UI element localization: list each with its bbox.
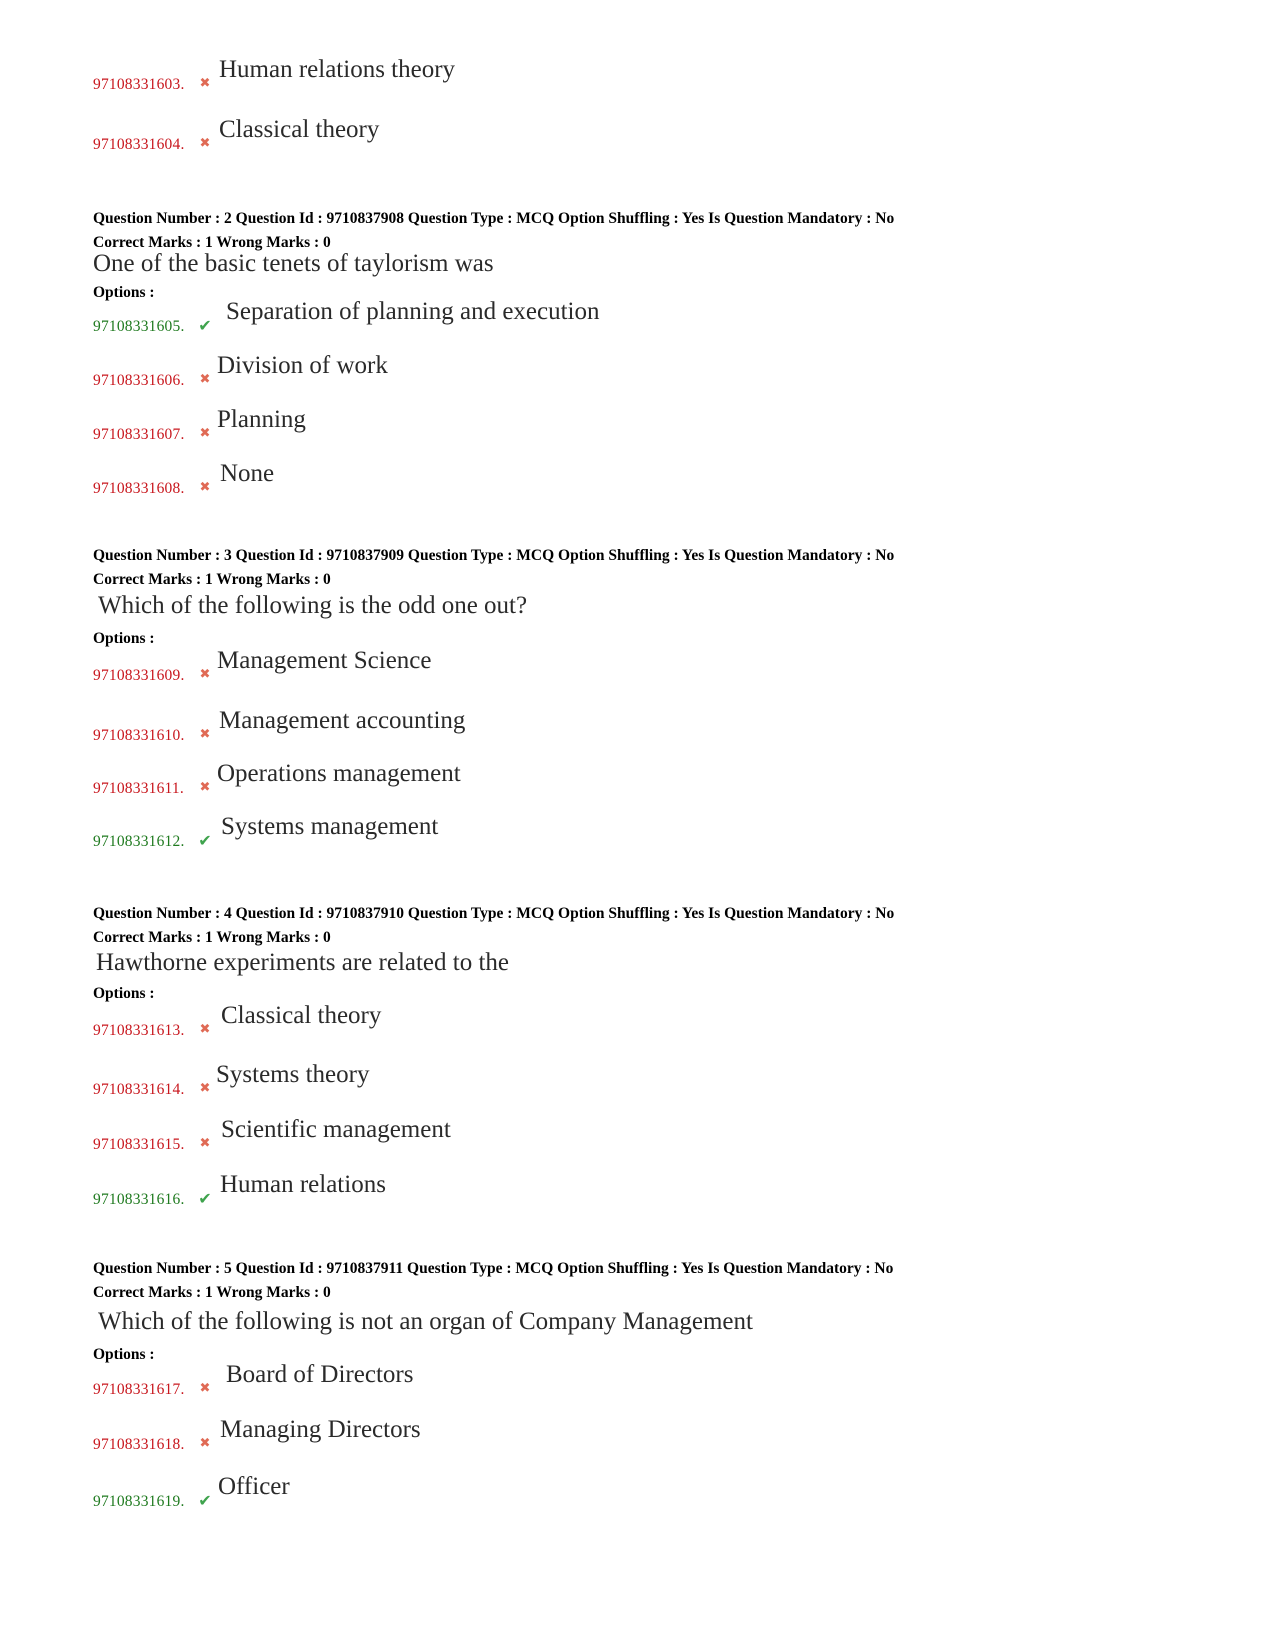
option-row (93, 1002, 793, 1042)
option-id: 97108331605. (93, 318, 185, 335)
option-row (93, 707, 793, 747)
options-label: Options : (93, 630, 155, 647)
option-row (93, 760, 793, 800)
check-icon: ✔ (198, 316, 212, 335)
option-text: Scientific management (221, 1116, 451, 1143)
option-id: 97108331603. (93, 76, 185, 93)
check-icon: ✔ (198, 831, 212, 850)
option-text: Operations management (217, 760, 461, 787)
options-label: Options : (93, 985, 155, 1002)
cross-icon: ✖ (199, 426, 211, 441)
option-id: 97108331607. (93, 426, 185, 443)
question-meta-line: Question Number : 5 Question Id : 9710837911 Question Type : MCQ Option Shuffling : Yes Is Question Mandatory : No (93, 1260, 894, 1277)
option-id: 97108331613. (93, 1022, 185, 1039)
check-icon: ✔ (198, 1491, 212, 1510)
question-text: Which of the following is not an organ of Company Management (98, 1308, 753, 1335)
option-id: 97108331618. (93, 1436, 185, 1453)
option-row (93, 1116, 793, 1156)
option-row (93, 1171, 793, 1211)
cross-icon: ✖ (199, 480, 211, 495)
option-id: 97108331616. (93, 1191, 185, 1208)
question-text: One of the basic tenets of taylorism was (93, 250, 494, 277)
option-row (93, 1061, 793, 1101)
option-row (93, 406, 793, 446)
option-text: Management Science (217, 647, 432, 674)
option-text: Classical theory (219, 116, 380, 143)
question-meta-line: Question Number : 3 Question Id : 9710837909 Question Type : MCQ Option Shuffling : Yes Is Question Mandatory : No (93, 547, 895, 564)
option-text: Human relations theory (219, 56, 456, 83)
option-id: 97108331606. (93, 372, 185, 389)
option-id: 97108331619. (93, 1493, 185, 1510)
option-text: Systems theory (216, 1061, 370, 1088)
cross-icon: ✖ (199, 1081, 211, 1096)
cross-icon: ✖ (199, 1136, 211, 1151)
option-text: Classical theory (221, 1002, 382, 1029)
question-marks-line: Correct Marks : 1 Wrong Marks : 0 (93, 234, 331, 251)
option-row (93, 1361, 793, 1401)
check-icon: ✔ (198, 1189, 212, 1208)
option-id: 97108331614. (93, 1081, 185, 1098)
cross-icon: ✖ (199, 667, 211, 682)
option-text: None (220, 460, 275, 487)
option-text: Human relations (220, 1171, 386, 1198)
question-meta (93, 902, 894, 950)
option-text: Planning (217, 406, 306, 433)
option-id: 97108331617. (93, 1381, 185, 1398)
question-meta (93, 544, 894, 592)
question-marks-line: Correct Marks : 1 Wrong Marks : 0 (93, 571, 331, 588)
question-marks-line: Correct Marks : 1 Wrong Marks : 0 (93, 929, 331, 946)
cross-icon: ✖ (199, 76, 211, 91)
option-row (93, 352, 793, 392)
question-meta (93, 207, 894, 255)
options-label: Options : (93, 1346, 155, 1363)
option-id: 97108331615. (93, 1136, 185, 1153)
question-meta-line: Question Number : 4 Question Id : 9710837910 Question Type : MCQ Option Shuffling : Yes Is Question Mandatory : No (93, 905, 895, 922)
option-row (93, 1473, 793, 1513)
option-id: 97108331609. (93, 667, 185, 684)
option-text: Separation of planning and execution (226, 298, 600, 325)
option-text: Managing Directors (220, 1416, 421, 1443)
question-text: Hawthorne experiments are related to the (96, 949, 510, 976)
option-text: Board of Directors (226, 1361, 414, 1388)
option-row (93, 1416, 793, 1456)
option-id: 97108331612. (93, 833, 185, 850)
option-row (93, 56, 793, 96)
option-row (93, 116, 793, 156)
option-id: 97108331611. (93, 780, 184, 797)
question-meta-line: Question Number : 2 Question Id : 9710837908 Question Type : MCQ Option Shuffling : Yes Is Question Mandatory : No (93, 210, 895, 227)
option-row (93, 460, 793, 500)
cross-icon: ✖ (199, 136, 211, 151)
cross-icon: ✖ (199, 1436, 211, 1451)
option-row (93, 298, 793, 338)
option-text: Officer (218, 1473, 290, 1500)
option-text: Division of work (217, 352, 388, 379)
option-text: Systems management (221, 813, 439, 840)
cross-icon: ✖ (199, 1381, 211, 1396)
question-text: Which of the following is the odd one out? (98, 592, 528, 619)
cross-icon: ✖ (199, 780, 211, 795)
question-meta (93, 1257, 893, 1305)
cross-icon: ✖ (199, 372, 211, 387)
option-text: Management accounting (219, 707, 466, 734)
cross-icon: ✖ (199, 727, 211, 742)
option-row (93, 813, 793, 853)
option-id: 97108331610. (93, 727, 185, 744)
options-label: Options : (93, 284, 155, 301)
option-id: 97108331608. (93, 480, 185, 497)
cross-icon: ✖ (199, 1022, 211, 1037)
option-row (93, 647, 793, 687)
option-id: 97108331604. (93, 136, 185, 153)
question-marks-line: Correct Marks : 1 Wrong Marks : 0 (93, 1284, 331, 1301)
